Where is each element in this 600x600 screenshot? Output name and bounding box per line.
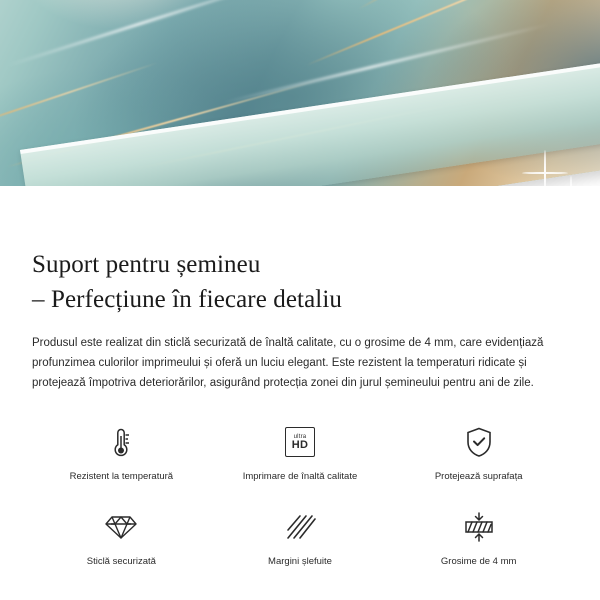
title-line-2: – Perfecțiune în fiecare detaliu — [32, 285, 342, 313]
feature-label: Rezistent la temperatură — [69, 471, 174, 483]
ultra-hd-icon — [277, 419, 323, 465]
feature-item-polished-edges — [211, 500, 390, 574]
description-paragraph: Produsul este realizat din sticlă securizată de înaltă calitate, cu o grosime de 4 mm, care evidențiază profunzimea culorilor imprimeului și oferă un luciu elegant. Este rezistent la temperaturi ridicate și protejează împotriva deteriorărilor, asigurând protecția zonei din jurul șemineului pentru ani de zile. — [32, 337, 544, 390]
ultra-hd-small-text: ultra — [293, 433, 307, 440]
feature-grid — [32, 415, 568, 574]
feature-label: Grosime de 4 mm — [440, 555, 517, 567]
feature-item-thickness — [389, 500, 568, 574]
diamond-icon — [98, 504, 144, 550]
hero-image — [0, 0, 600, 224]
feature-label: Margini șlefuite — [268, 555, 332, 567]
thermometer-icon — [98, 419, 144, 465]
thickness-icon — [456, 504, 502, 550]
feature-label: Imprimare de înaltă calitate — [242, 471, 358, 483]
page-title — [32, 248, 568, 317]
feature-label: Protejează suprafața — [434, 471, 523, 483]
hero-bottom-mask — [0, 186, 600, 224]
content-area — [0, 248, 600, 574]
shield-check-icon — [456, 419, 502, 465]
feature-item-temperature — [32, 415, 211, 489]
polished-edges-icon — [277, 504, 323, 550]
feature-item-print-quality — [211, 415, 390, 489]
feature-item-tempered-glass — [32, 500, 211, 574]
title-line-1: Suport pentru șemineu — [32, 251, 261, 278]
feature-label: Sticlă securizată — [86, 555, 156, 567]
feature-item-surface-protection — [389, 415, 568, 489]
ultra-hd-big-text: HD — [291, 438, 309, 451]
